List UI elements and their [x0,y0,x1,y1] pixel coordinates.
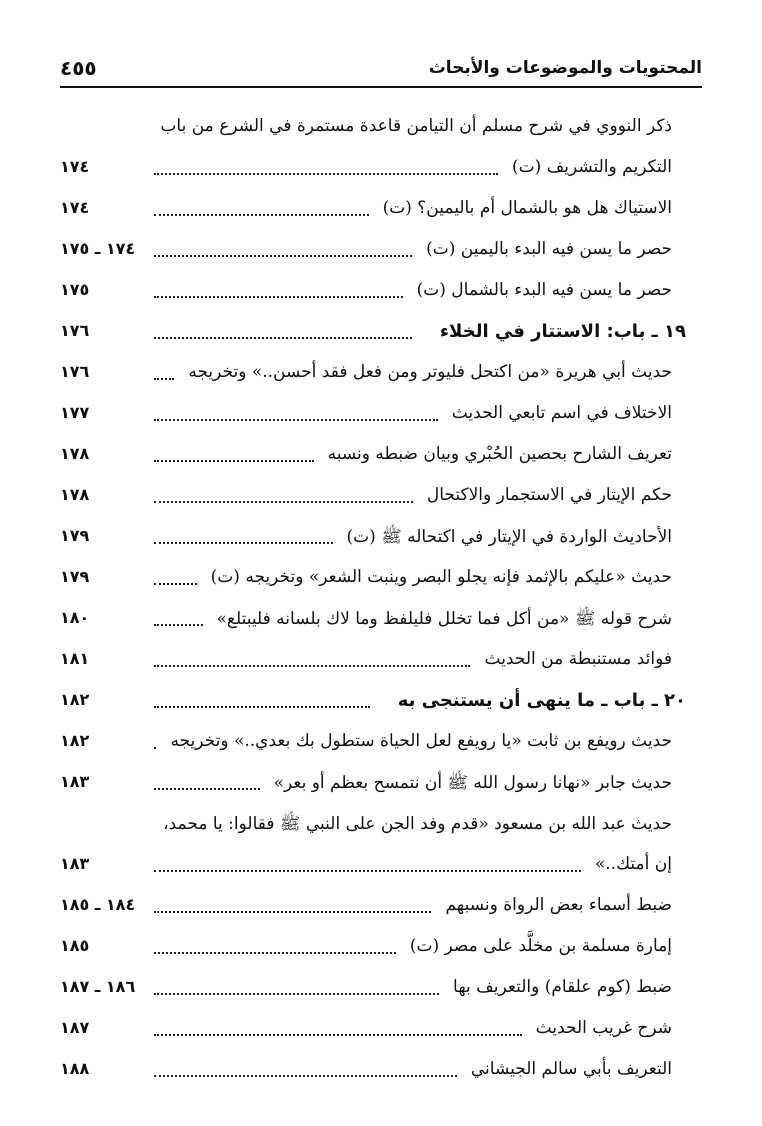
toc-entry [60,971,672,1012]
toc-entry-title: ذكر النووي في شرح مسلم أن التيامن قاعدة مستمرة في الشرع من باب [160,116,672,136]
toc-page-number: ١٧٤ ـ ١٧٥ [60,239,136,258]
toc-entry [60,397,672,438]
toc-entry [60,602,672,643]
toc-entry-title: شرح قوله ﷺ «من أكل فما تخلل فليلفظ وما لاك بلسانه فليبتلع» [216,609,672,629]
toc-entry [60,889,672,930]
toc-page-number: ١٨٢ [60,690,90,709]
toc-page-number: ١٨٣ [60,854,90,873]
toc-page-number: ١٧٦ [60,362,90,381]
header-page-number: ٤٥٥ [60,56,97,80]
toc-entry [60,930,672,971]
toc-page-number: ١٨٦ ـ ١٨٧ [60,977,136,996]
toc-entry-title: حصر ما يسن فيه البدء باليمين (ت) [426,239,672,259]
toc-entry-title: إمارة مسلمة بن مخلَّد على مصر (ت) [409,936,672,956]
dot-leader [154,204,369,216]
toc-entry [60,561,672,602]
dot-leader [154,901,431,913]
toc-entry-title: ضبط (كوم علقام) والتعريف بها [453,977,672,997]
toc-entry [60,643,672,684]
page-header [60,56,702,88]
toc-page-number: ١٨٤ ـ ١٨٥ [60,895,136,914]
toc-entry [60,807,672,889]
toc-page-number: ١٧٩ [60,567,90,586]
dot-leader [154,778,260,790]
toc-entry-title: حصر ما يسن فيه البدء بالشمال (ت) [416,280,672,300]
toc-entry-title-continued: إن أمتك..» [594,854,672,874]
toc-page-number: ١٧٩ [60,526,90,545]
toc-page-number: ١٨٣ [60,772,90,791]
toc-page-number: ١٧٦ [60,321,90,340]
toc-page-number: ١٧٤ [60,157,90,176]
toc-entry-title: شرح غريب الحديث [535,1018,672,1038]
toc-page-number: ١٨٧ [60,1018,90,1037]
toc-entry-title: تعريف الشارح بحصين الحُبْري وبيان ضبطه ونسبه [327,444,672,464]
toc-entry [60,766,672,807]
toc-entry [60,1053,672,1094]
toc-entry-title: حكم الإيتار في الاستجمار والاكتحال [426,485,672,505]
toc-page-number: ١٨٥ [60,936,90,955]
toc-entry-title: حديث جابر «نهانا رسول الله ﷺ أن نتمسح بعظم أو بعر» [273,773,672,793]
dot-leader [154,1024,522,1036]
dot-leader [154,532,333,544]
toc-entry-title: حديث أبي هريرة «من اكتحل فليوتر ومن فعل فقد أحسن..» وتخريجه [188,362,672,382]
dot-leader [154,737,156,749]
toc-page-number: ١٨٠ [60,608,90,627]
dot-leader [154,696,370,708]
dot-leader [154,614,203,626]
toc-entry [60,479,672,520]
toc-entry-title-continued: التكريم والتشريف (ت) [511,157,672,177]
toc-entry-title: حديث «عليكم بالإثمد فإنه يجلو البصر وينبت الشعر» وتخريجه (ت) [210,567,672,587]
toc-entry [60,233,672,274]
toc-entry [60,438,672,479]
toc-entry [60,274,672,315]
toc-entry-title: ١٩ ـ باب: الاستتار في الخلاء [439,321,686,342]
dot-leader [154,491,413,503]
toc-entry-title: التعريف بأبي سالم الجيشاني [470,1059,672,1079]
dot-leader [154,860,581,872]
toc-page-number: ١٨٨ [60,1059,90,1078]
dot-leader [154,983,439,995]
toc-page-number: ١٧٤ [60,198,90,217]
toc-section-heading [60,684,686,725]
header-title: المحتويات والموضوعات والأبحاث [428,58,702,78]
toc-entry [60,110,672,192]
toc-entry-title: الاستياك هل هو بالشمال أم باليمين؟ (ت) [382,198,672,218]
toc-entry-title: ٢٠ ـ باب ـ ما ينهى أن يستنجى به [397,690,686,711]
toc-entry [60,725,672,766]
dot-leader [154,409,438,421]
toc-entry [60,192,672,233]
toc-page-number: ١٧٨ [60,485,90,504]
toc-entry [60,356,672,397]
toc-entry-title: فوائد مستنبطة من الحديث [484,649,672,669]
toc-entry-title: الأحاديث الواردة في الإيتار في اكتحاله ﷺ (ت) [346,527,672,547]
dot-leader [154,573,197,585]
dot-leader [154,655,470,667]
toc-page-number: ١٨٢ [60,731,90,750]
toc-page-number: ١٨١ [60,649,90,668]
toc-section-heading [60,315,686,356]
dot-leader [154,245,412,257]
dot-leader [154,163,498,175]
dot-leader [154,327,412,339]
toc-entry-title: الاختلاف في اسم تابعي الحديث [451,403,672,423]
toc-entry-title: ضبط أسماء بعض الرواة ونسبهم [445,895,672,915]
toc-entry-title: حديث رويفع بن ثابت «يا رويفع لعل الحياة ستطول بك بعدي..» وتخريجه [170,731,672,751]
toc-entry [60,520,672,561]
table-of-contents [60,110,686,1094]
toc-page-number: ١٧٥ [60,280,90,299]
dot-leader [154,286,403,298]
toc-entry-title: حديث عبد الله بن مسعود «قدم وفد الجن على النبي ﷺ فقالوا: يا محمد، [163,814,672,834]
dot-leader [154,368,174,380]
dot-leader [154,942,396,954]
toc-entry [60,1012,672,1053]
toc-page-number: ١٧٨ [60,444,90,463]
toc-page-number: ١٧٧ [60,403,90,422]
dot-leader [154,450,314,462]
dot-leader [154,1065,457,1077]
